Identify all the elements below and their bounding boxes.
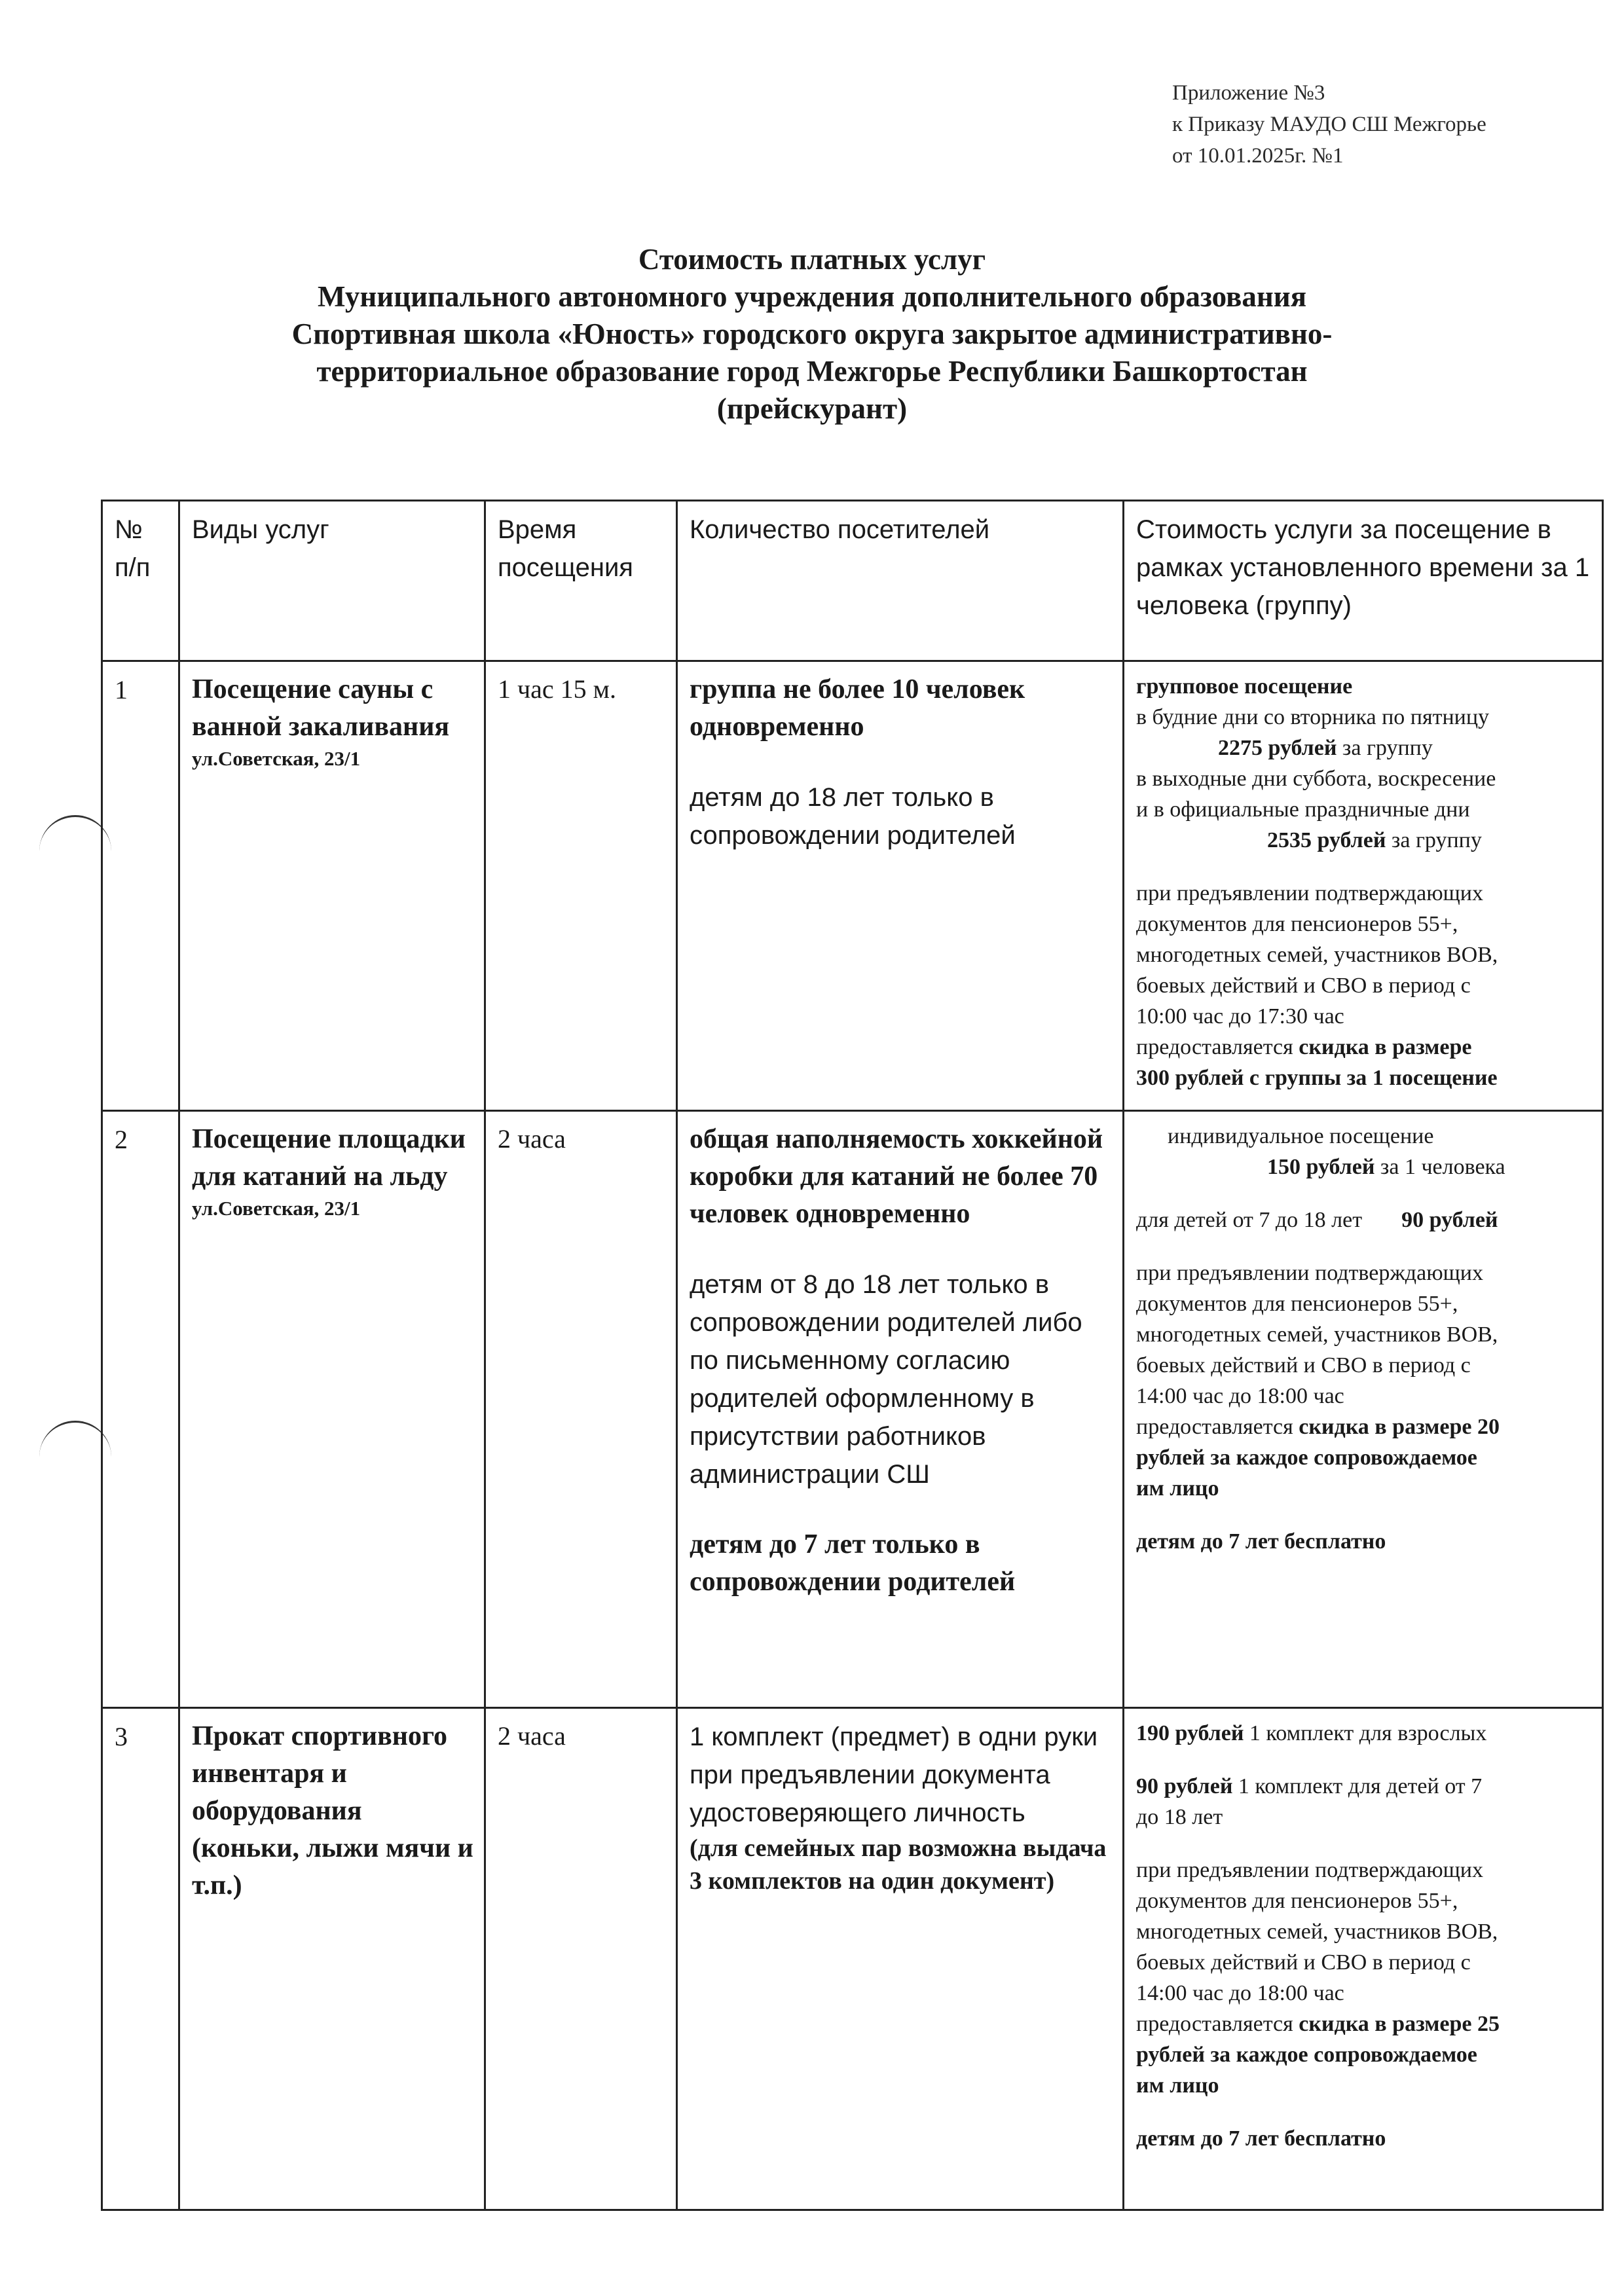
row-num: 2 bbox=[102, 1111, 179, 1708]
cost-line: 10:00 час до 17:30 час bbox=[1136, 1004, 1344, 1029]
title-line: (прейскурант) bbox=[716, 392, 908, 425]
cost-cell bbox=[1124, 1708, 1603, 2210]
visitors-plain: детям до 18 лет только в сопровождении родителей bbox=[690, 783, 1016, 850]
cost-line: в будние дни со вторника по пятницу bbox=[1136, 705, 1490, 729]
cost-line: до 18 лет bbox=[1136, 1805, 1223, 1829]
service-name: Посещение площадки для катаний на льду bbox=[192, 1124, 466, 1192]
visitors-cell bbox=[677, 1111, 1124, 1708]
cost-line: боевых действий и СВО в период с bbox=[1136, 1353, 1471, 1377]
cost-line: детям до 7 лет бесплатно bbox=[1136, 2126, 1386, 2151]
cost-line: рублей за каждое сопровождаемое bbox=[1136, 1446, 1477, 1470]
row-num: 1 bbox=[102, 661, 179, 1111]
visitors-plain: детям от 8 до 18 лет только в сопровождении родителей либо по письменному согласию родителей оформленному в присутствии работников администрации СШ bbox=[690, 1270, 1082, 1489]
cost-line: документов для пенсионеров 55+, bbox=[1136, 912, 1458, 936]
title-line: Стоимость платных услуг bbox=[638, 243, 986, 276]
visitors-cell bbox=[677, 661, 1124, 1111]
table-header-row bbox=[102, 501, 1603, 661]
service-cell bbox=[179, 1708, 485, 2210]
visitors-bold: группа не более 10 человек одновременно bbox=[690, 674, 1025, 742]
annex-line: к Приказу МАУДО СШ Межгорье bbox=[1172, 113, 1486, 136]
cost-line: индивидуальное посещение bbox=[1168, 1124, 1434, 1148]
table-row bbox=[102, 1708, 1603, 2210]
cost-line: предоставляется скидка в размере 25 bbox=[1136, 2012, 1500, 2036]
visitors-bold: детям до 7 лет только в сопровождении родителей bbox=[690, 1529, 1016, 1597]
service-cell bbox=[179, 1111, 485, 1708]
document-title bbox=[196, 241, 1428, 428]
header-num: № п/п bbox=[102, 501, 179, 661]
header-visitors: Количество посетителей bbox=[677, 501, 1124, 661]
cost-line: документов для пенсионеров 55+, bbox=[1136, 1292, 1458, 1316]
cost-line: 150 рублей за 1 человека bbox=[1267, 1155, 1505, 1179]
table-row bbox=[102, 661, 1603, 1111]
visitors-bold: общая наполняемость хоккейной коробки для катаний не более 70 человек одновременно bbox=[690, 1124, 1103, 1229]
header-service: Виды услуг bbox=[179, 501, 485, 661]
cost-line: 14:00 час до 18:00 час bbox=[1136, 1384, 1344, 1408]
cost-line: при предъявлении подтверждающих bbox=[1136, 881, 1483, 905]
cost-line: им лицо bbox=[1136, 1476, 1219, 1501]
cost-line: многодетных семей, участников ВОВ, bbox=[1136, 1920, 1498, 1944]
price-table bbox=[101, 500, 1604, 2211]
time-cell: 1 час 15 м. bbox=[485, 661, 677, 1111]
cost-line: 14:00 час до 18:00 час bbox=[1136, 1981, 1344, 2005]
cost-line: многодетных семей, участников ВОВ, bbox=[1136, 1322, 1498, 1347]
cost-line: им лицо bbox=[1136, 2073, 1219, 2098]
cost-line: 2535 рублей за группу bbox=[1267, 828, 1482, 852]
visitors-plain: 1 комплект (предмет) в одни руки при предъявлении документа удостоверяющего личность bbox=[690, 1722, 1098, 1827]
header-cost: Стоимость услуги за посещение в рамках установленного времени за 1 человека (группу) bbox=[1124, 501, 1603, 661]
time-cell: 2 часа bbox=[485, 1111, 677, 1708]
annex-line: Приложение №3 bbox=[1172, 81, 1325, 105]
cost-cell bbox=[1124, 661, 1603, 1111]
service-cell bbox=[179, 661, 485, 1111]
service-name: Прокат спортивного инвентаря и оборудования (коньки, лыжи мячи и т.п.) bbox=[192, 1721, 473, 1901]
cost-line: боевых действий и СВО в период с bbox=[1136, 1950, 1471, 1975]
time-cell: 2 часа bbox=[485, 1708, 677, 2210]
cost-line: для детей от 7 до 18 лет 90 рублей bbox=[1136, 1208, 1498, 1232]
cost-cell bbox=[1124, 1111, 1603, 1708]
cost-line: детям до 7 лет бесплатно bbox=[1136, 1529, 1386, 1554]
cost-line: боевых действий и СВО в период с bbox=[1136, 974, 1471, 998]
visitors-bold: (для семейных пар возможна выдача 3 комплектов на один документ) bbox=[690, 1834, 1107, 1895]
cost-line: при предъявлении подтверждающих bbox=[1136, 1261, 1483, 1285]
service-name: Посещение сауны с ванной закаливания bbox=[192, 674, 450, 742]
row-num: 3 bbox=[102, 1708, 179, 2210]
cost-line: и в официальные праздничные дни bbox=[1136, 797, 1470, 822]
cost-line: 190 рублей 1 комплект для взрослых bbox=[1136, 1721, 1487, 1745]
title-line: Спортивная школа «Юность» городского округа закрытое административно- bbox=[291, 318, 1333, 350]
cost-line: рублей за каждое сопровождаемое bbox=[1136, 2043, 1477, 2067]
title-line: Муниципального автономного учреждения дополнительного образования bbox=[317, 280, 1307, 313]
cost-line: документов для пенсионеров 55+, bbox=[1136, 1889, 1458, 1913]
header-time: Время посещения bbox=[485, 501, 677, 661]
cost-line: при предъявлении подтверждающих bbox=[1136, 1858, 1483, 1882]
annex-line: от 10.01.2025г. №1 bbox=[1172, 144, 1344, 168]
cost-line: многодетных семей, участников ВОВ, bbox=[1136, 943, 1498, 967]
service-address: ул.Советская, 23/1 bbox=[192, 1197, 361, 1220]
annex-block bbox=[1172, 77, 1486, 172]
cost-line: предоставляется скидка в размере bbox=[1136, 1035, 1472, 1059]
cost-line: 300 рублей с группы за 1 посещение bbox=[1136, 1066, 1498, 1090]
cost-line: предоставляется скидка в размере 20 bbox=[1136, 1415, 1500, 1439]
cost-line: 90 рублей 1 комплект для детей от 7 bbox=[1136, 1774, 1483, 1798]
title-line: территориальное образование город Межгорье Республики Башкортостан bbox=[316, 355, 1308, 388]
cost-line: в выходные дни суббота, воскресение bbox=[1136, 767, 1496, 791]
table-row bbox=[102, 1111, 1603, 1708]
cost-line: 2275 рублей за группу bbox=[1218, 736, 1433, 760]
cost-line: групповое посещение bbox=[1136, 674, 1353, 699]
visitors-cell bbox=[677, 1708, 1124, 2210]
service-address: ул.Советская, 23/1 bbox=[192, 747, 361, 770]
